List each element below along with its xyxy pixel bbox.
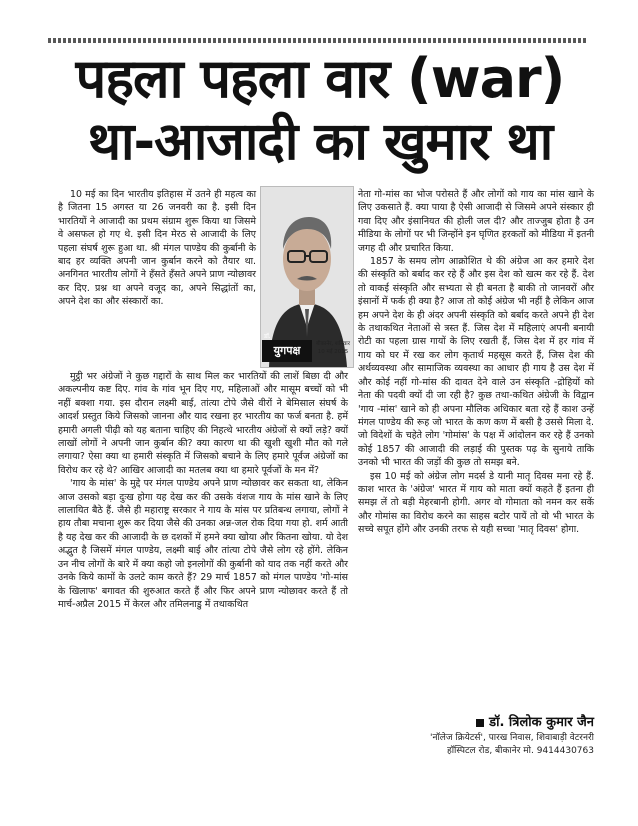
- article-paragraph: 10 मई का दिन भारतीय इतिहास में उतने ही महत्व का है जितना 15 अगस्त या 26 जनवरी का है. इसी दिन भारतियों ने आजादी का प्रथम संग्राम शुरू किया था जिसमे वे असफल हो गए थे. इसी दिन मेरठ से आजादी के लिए पहला संघर्ष शुरू हुआ था. श्री मंगल पाण्डेय की कुर्बानी के बाद हर व्यक्ति अपनी जान कुर्बान करने को तैयार था. अनगिनत भारतीय लोगों ने हँसते हँसते अपने प्राण न्योछावर कर दिए. प्रश्न था अपने वजूद का, अपने सिद्धांतों का, अपने देश का और संस्कारों का.: [58, 189, 256, 308]
- brand-badge: [262, 340, 312, 362]
- article-left-top-column: [58, 188, 256, 309]
- photo-date-value: 10 मई 2015: [317, 349, 349, 355]
- article-paragraph: मुट्ठी भर अंग्रेजों ने कुछ गद्दारों के साथ मिल कर भारतियों की लाशें बिछा दी और अकल्पनीय कष्ट दिए. गांव के गांव भून दिए गए, महिलाओं और मासूम बच्चों को भी नहीं बक्शा गया. इस दौरान लक्ष्मी बाई, तांत्या टोपे जैसे वीरों ने बेमिसाल संघर्ष के आदर्श प्रस्तुत किये जिसको जानना और याद रखना हर भारतीय का फर्ज बनता है. हमें हमारी अगली पीढ़ी को यह बताना चाहिए की निहत्थे भारतीय अंग्रेजों से क्यों लड़े? क्यों लाखों लोगों ने अपनी जान कुर्बान की? क्या कारण था की खुशी खुशी मौत को गले लगाया? ऐसा क्या था हमारी संस्कृति में जिसको बचाने के लिए हमारे पूर्वज अंग्रेजों का विरोध कर रहे थे? आखिर आजादी का मतलब क्या था हमारे पूर्वजों के मन में?: [58, 371, 348, 476]
- article-paragraph: 1857 के समय लोग आक्रोशित थे की अंग्रेज आ कर हमारे देश की संस्कृति को बर्बाद कर रहे हैं और इस देश को खत्म कर रहे हैं. देश तो वाकई संस्कृति और सभ्यता से ही बनता है बाकी तो जानवरों और इंसानों में फर्क ही क्या है? आज तो कोई अंग्रेज भी नहीं है लेकिन आज हम अपने देश के ही अंदर अपनी संस्कृति को बर्बाद करते अपने ही देश के तथाकथित नेताओं से त्रस्त हैं. जिस देश में महिलाएं अपनी बनायी रोटी का पहला ग्रास गायों के लिए रखती हैं, जिस देश में हर गांव में गाय को घर में रख कर लोग कृतार्थ महसूस करते हैं, जिस देश की अर्थव्यवस्था और सामाजिक व्यवस्था का आधार ही गाय है उस देश में और कोई नहीं गो-मांस की दावत देने वाले उन संस्कृति -द्रोहियों को नेता की पदवी क्यों दी जा रही है? कुछ तथा-कथित अंग्रेजी के विद्वान 'गाय -मांस' खाने को ही अपना मौलिक अधिकार बता रहे हैं काश उन्हें मंगल पाण्डेय की रूह जो भारत के कण कण में बसी है उससे मिला दे. जो विदेशों के चहेते लोग 'गोमांस' के पक्ष में आंदोलन कर रहे हैं उनको कोई 1857 की आजादी की लड़ाई की पुस्तक पढ़ के सुनाये ताकि उनको भी भारत की जड़ों की कुछ तो समझ बने.: [358, 256, 594, 469]
- photo-date: [314, 340, 352, 356]
- article-paragraph: इस 10 मई को अंग्रेज लोग मदर्स डे यानी मातृ दिवस मना रहे हैं. काश भारत के 'अंग्रेज' भारत में गाय को माता क्यों कहते हैं इतना ही समझ लें तो बड़ी मेहरबानी होगी. अगर वो गोमाता को नमन कर सकें और गोमांस का विरोध करने का साहस बटोर पायें तो वो भी भारत के सच्चे सपूत होंगे और उनकी तरफ से यही सच्चा 'मातृ दिवस' होगा.: [358, 470, 594, 536]
- photo-date-label: बीकानेर, शनिवार: [316, 341, 350, 347]
- article-paragraph: 'गाय के मांस' के मुद्दे पर मंगल पाण्डेय अपने प्राण न्योछावर कर सकता था, लेकिन आज उसको बड़ा दुःख होगा यह देख कर की उसके वंशज गाय के मांस खाने के लिए लालायित बैठे हैं. जैसे ही महाराष्ट्र सरकार ने गाय के मांस पर प्रतिबन्ध लगाया, लोगों ने हाय तौबा मचाना शुरू कर दिया जैसे की उनका अन्न-जल रोक दिया गया हो. शर्म आती है यह देख कर की आजादी के छ दशकों में हमने क्या खोया और कितना खोया. यो देश अद्भुत है जिसमें मंगल पाण्डेय, लक्ष्मी बाई और तांत्या टोपे जैसे लोग रहे होंगे. लेकिन उन नीच लोगों के बारे में क्या कहो जो इनलोगों की कुर्बानी को याद तक नहीं करते और उनके किये कामों के उलटे काम करते हैं? 29 मार्च 1857 को मंगल पाण्डेय 'गो-मांस के खिलाफ' बगावत की शुरुआत करते हैं और फिर अपने प्राण न्योछावर करते हैं तो मार्च-अप्रैल 2015 में केरल और तमिलनाडु में तथाकथित: [58, 478, 348, 610]
- author-signature: [358, 714, 594, 758]
- article-paragraph: नेता गो-मांस का भोज परोसते हैं और लोगों को गाय का मांस खाने के लिए उकसाते हैं. क्या पाया है ऐसी आजादी से जिसमे अपने संस्कार ही गवा दिए और इंसानियत की होली जल दी? और ताज्जुब होता है उन मीडिया के लोगों पर भी जिन्होंने इन घृणित हरकतों को मीडिया में इतनी जगह दी और प्रचारित किया.: [358, 189, 594, 254]
- author-name: डॉ. त्रिलोक कुमार जैन: [489, 715, 594, 730]
- article-right-column: [358, 188, 594, 537]
- square-bullet-icon: [476, 719, 484, 727]
- author-address-line-2: हॉस्पिटल रोड, बीकानेर मो. 9414430763: [446, 746, 594, 756]
- brand-name: युगपक्ष: [273, 344, 301, 357]
- headline-line-2: था-आजादी का खुमार था: [87, 112, 553, 172]
- brand-prefix: डॉ.: [264, 333, 271, 340]
- author-address-line-1: 'नॉलेज क्रियेटर्स', पारख निवास, शिवाबाड़ी वेटरनरी: [429, 733, 594, 743]
- headline-line-1: पहला पहला वार (war): [75, 47, 565, 110]
- article-left-bottom-column: [58, 370, 348, 611]
- top-rule: [48, 38, 588, 43]
